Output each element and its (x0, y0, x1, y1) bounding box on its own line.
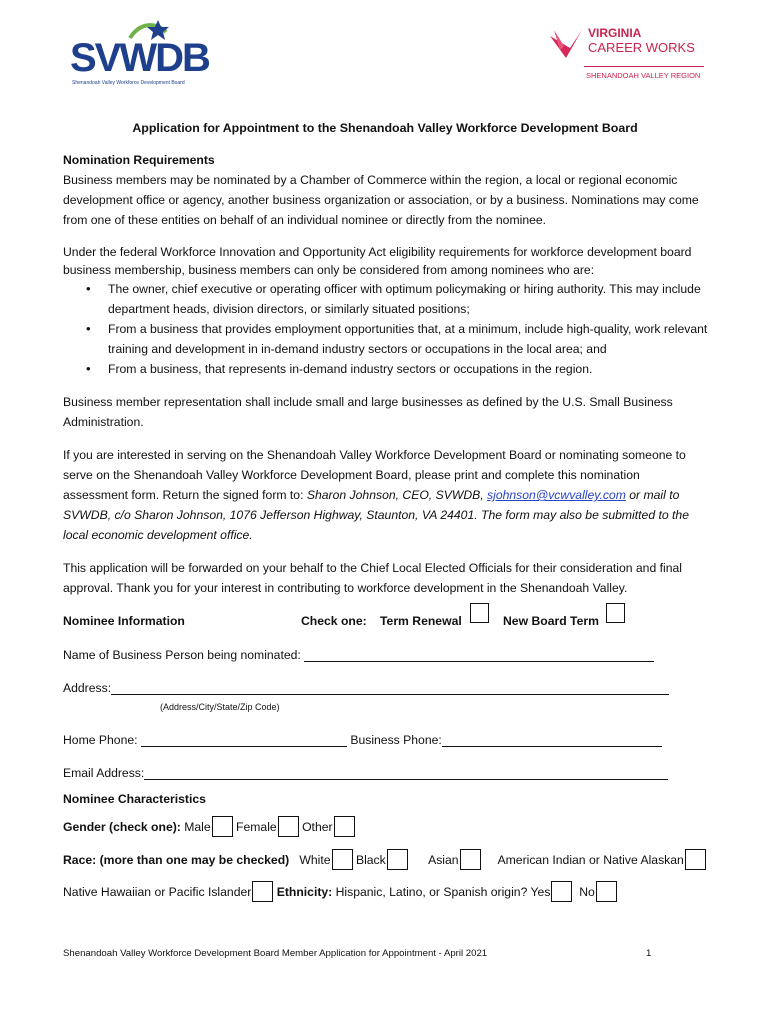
home-phone-field[interactable] (141, 732, 347, 747)
nominee-info-heading: Nominee Information (63, 614, 185, 628)
ethnicity-yes-checkbox[interactable] (551, 881, 572, 902)
term-renewal-checkbox[interactable] (470, 603, 489, 623)
ethnicity-no-checkbox[interactable] (596, 881, 617, 902)
contact-email-link[interactable]: sjohnson@vcwvalley.com (487, 488, 626, 502)
email-label: Email Address: (63, 766, 145, 780)
eligibility-item: • From a business that provides employment opportunities that, at a minimum, include high-quality, work relevant training and development in in-demand industry sectors or occupations in the local area; and (63, 319, 708, 359)
term-renewal-label: Term Renewal (380, 614, 462, 628)
gender-option-male: Male (184, 820, 211, 834)
gender-label: Gender (check one): (63, 820, 181, 834)
nominee-name-label: Name of Business Person being nominated: (63, 648, 301, 662)
address-label: Address: (63, 681, 112, 695)
submission-instructions: If you are interested in serving on the Shenandoah Valley Workforce Development Board or nominating someone to serve on the Shenandoah Valley Workforce Development Board, please print and complete this nomination assessment form. Return the signed form to: (63, 448, 686, 502)
ethnicity-row (63, 881, 617, 902)
ethnicity-question: Hispanic, Latino, or Spanish origin? (335, 885, 528, 899)
race-option-native-hawaiian: Native Hawaiian or Pacific Islander (63, 885, 252, 899)
race-american-indian-checkbox[interactable] (685, 849, 706, 870)
race-label: Race: (more than one may be checked) (63, 853, 290, 867)
gender-option-other: Other (302, 820, 333, 834)
vcw-logo-line2: CAREER WORKS (588, 40, 695, 55)
email-field[interactable] (144, 765, 668, 780)
svwdb-logo-tagline: Shenandoah Valley Workforce Development Board (72, 80, 185, 86)
race-black-checkbox[interactable] (387, 849, 408, 870)
race-asian-checkbox[interactable] (460, 849, 481, 870)
business-phone-field[interactable] (442, 732, 662, 747)
contact-name: Sharon Johnson, CEO, SVWDB, (306, 488, 488, 502)
svwdb-logo-text: SVWDB (70, 36, 209, 80)
home-phone-label: Home Phone: (63, 733, 138, 747)
email-row (63, 763, 668, 783)
gender-male-checkbox[interactable] (212, 816, 233, 837)
check-one-label: Check one: (301, 614, 367, 628)
business-phone-label: Business Phone: (350, 733, 442, 747)
nomination-paragraph-2: Under the federal Workforce Innovation and Opportunity Act eligibility requirements for workforce development board business membership, business members can only be considered from among nominees who are: (63, 245, 692, 277)
address-field[interactable] (111, 680, 669, 695)
vcw-region-divider (584, 66, 704, 67)
mailing-address: or mail to SVWDB, c/o Sharon Johnson, 1076 Jefferson Highway, Staunton, VA 24401. The form may also be submitted to the local economic development office. (63, 488, 689, 542)
ethnicity-label: Ethnicity: (276, 885, 333, 899)
address-hint: (Address/City/State/Zip Code) (160, 702, 280, 712)
gender-option-female: Female (236, 820, 277, 834)
phone-row (63, 730, 662, 750)
characteristics-heading: Nominee Characteristics (63, 792, 206, 806)
vcw-logo-icon (548, 26, 584, 62)
new-board-term-checkbox[interactable] (606, 603, 625, 623)
eligibility-item: • The owner, chief executive or operating officer with optimum policymaking or hiring authority. This may include department heads, division directors, or similarly situated positions; (63, 279, 708, 319)
gender-female-checkbox[interactable] (278, 816, 299, 837)
eligibility-list (63, 279, 708, 379)
nominee-name-field[interactable] (304, 647, 654, 662)
gender-other-checkbox[interactable] (334, 816, 355, 837)
ethnicity-yes-label: Yes (530, 885, 551, 899)
nomination-paragraph-1: Business members may be nominated by a Chamber of Commerce within the region, a local or regional economic development office or agency, another business organization or association, or by a business. Nominations may come from one of these entities on behalf of an individual nominee or directly from the nominee. (63, 173, 699, 227)
page-number: 1 (646, 948, 652, 959)
new-board-term-label: New Board Term (503, 614, 599, 628)
document-title: Application for Appointment to the Shenandoah Valley Workforce Development Board (132, 121, 638, 135)
nomination-paragraph-3: Business member representation shall include small and large businesses as defined by the U.S. Small Business Administration. (63, 395, 673, 429)
race-option-asian: Asian (428, 853, 459, 867)
eligibility-item: • From a business, that represents in-demand industry sectors or occupations in the region. (63, 359, 708, 379)
nomination-paragraph-5: This application will be forwarded on your behalf to the Chief Local Elected Officials for their consideration and final approval. Thank you for your interest in contributing to workforce development in the Shenandoah Valley. (63, 561, 682, 595)
race-row (63, 849, 706, 870)
nominee-name-row (63, 645, 654, 665)
race-white-checkbox[interactable] (332, 849, 353, 870)
vcw-logo-region: SHENANDOAH VALLEY REGION (586, 71, 701, 80)
race-option-american-indian: American Indian or Native Alaskan (497, 853, 684, 867)
address-row (63, 678, 669, 698)
gender-row (63, 816, 355, 837)
svwdb-logo (70, 18, 209, 90)
race-option-black: Black (355, 853, 386, 867)
vcw-logo (548, 24, 708, 88)
footer-text: Shenandoah Valley Workforce Development Board Member Application for Appointment - April 2021 (63, 948, 488, 959)
nomination-paragraph-4 (63, 445, 708, 545)
nomination-heading: Nomination Requirements (63, 153, 215, 167)
ethnicity-no-label: No (579, 885, 595, 899)
race-native-hawaiian-checkbox[interactable] (252, 881, 273, 902)
race-option-white: White (299, 853, 331, 867)
vcw-logo-line1: VIRGINIA (588, 26, 642, 40)
